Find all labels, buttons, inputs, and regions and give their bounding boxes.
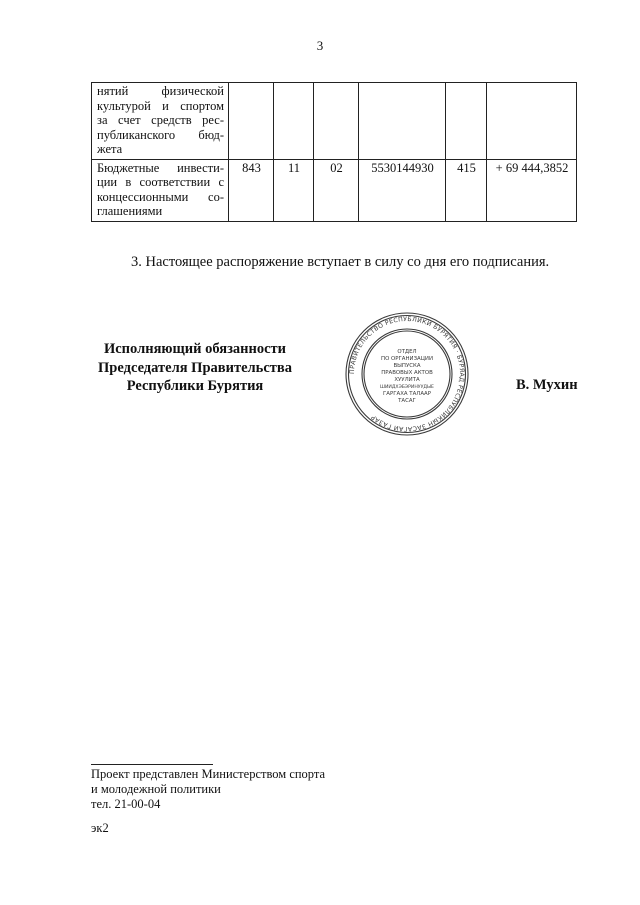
signer-title-line: Председателя Правительства — [98, 359, 292, 376]
footnote — [91, 767, 325, 812]
table-cell-section: 11 — [274, 159, 314, 221]
description-line: нятий физической — [97, 84, 224, 98]
signer-block — [70, 340, 320, 396]
seal-inner-line: ПО ОРГАНИЗАЦИИ — [381, 356, 433, 362]
description-line: Бюджетные инвести- — [97, 160, 224, 175]
table-cell-amount: + 69 444,3852 — [487, 159, 577, 221]
table-cell-expense-type: 415 — [446, 159, 487, 221]
table-cell-target-item — [359, 83, 446, 160]
description-line: ции в соответствии с — [97, 175, 224, 189]
table-cell-expense-type — [446, 83, 487, 160]
signer-title-line: Республики Бурятия — [126, 378, 264, 394]
footnote-line: тел. 21-00-04 — [91, 797, 161, 811]
signer-name: В. Мухин — [516, 377, 578, 393]
seal-inner-line: ТАСАГ — [398, 398, 416, 404]
description-line: культурой и спортом — [97, 98, 224, 113]
table-cell-amount — [487, 83, 577, 160]
description-line: жета — [97, 142, 123, 156]
table-cell-admin-code — [229, 83, 274, 160]
seal-inner-line: ОТДЕЛ — [397, 349, 417, 355]
table-row — [92, 159, 577, 221]
description-line: концессионными со- — [97, 189, 224, 204]
budget-table — [91, 82, 577, 222]
seal-inner-line: ПРАВОВЫХ АКТОВ — [381, 370, 433, 376]
table-cell-subsection: 02 — [314, 159, 359, 221]
seal-ring-text: ПРАВИТЕЛЬСТВО РЕСПУБЛИКИ БУРЯТИЯ · БУРЯАД РЕСПУБЛИКЫН ЗАСАГАЙ ГАЗАР — [348, 315, 466, 433]
seal-inner-line: ВЫПУСКА — [393, 363, 421, 369]
seal-inner-line: ГАРГАХА ТАЛААР — [383, 391, 431, 397]
table-cell-description — [92, 159, 229, 221]
footnote-divider — [91, 764, 213, 765]
description-line: за счет средств рес- — [97, 113, 224, 127]
footnote-line: и молодежной политики — [91, 782, 221, 796]
page-number: 3 — [316, 38, 324, 53]
seal-inner-line: ХУУЛИТА — [394, 377, 420, 383]
table-row — [92, 83, 577, 160]
table-cell-description — [92, 83, 229, 160]
description-line: глашениями — [97, 204, 163, 218]
seal-inner-line: ШИИДХЭБЭРИНУУДЫЕ — [380, 385, 434, 390]
table-cell-target-item: 5530144930 — [359, 159, 446, 221]
signer-title-line: Исполняющий обязанности — [103, 341, 287, 357]
table-cell-admin-code: 843 — [229, 159, 274, 221]
clause-paragraph: 3. Настоящее распоряжение вступает в силу со дня его подписания. — [131, 254, 550, 270]
official-seal-icon — [344, 311, 470, 437]
table-cell-section — [274, 83, 314, 160]
table-cell-subsection — [314, 83, 359, 160]
description-line: публиканского бюд- — [97, 127, 224, 142]
document-code: эк2 — [91, 821, 109, 835]
footnote-line: Проект представлен Министерством спорта — [91, 767, 326, 781]
